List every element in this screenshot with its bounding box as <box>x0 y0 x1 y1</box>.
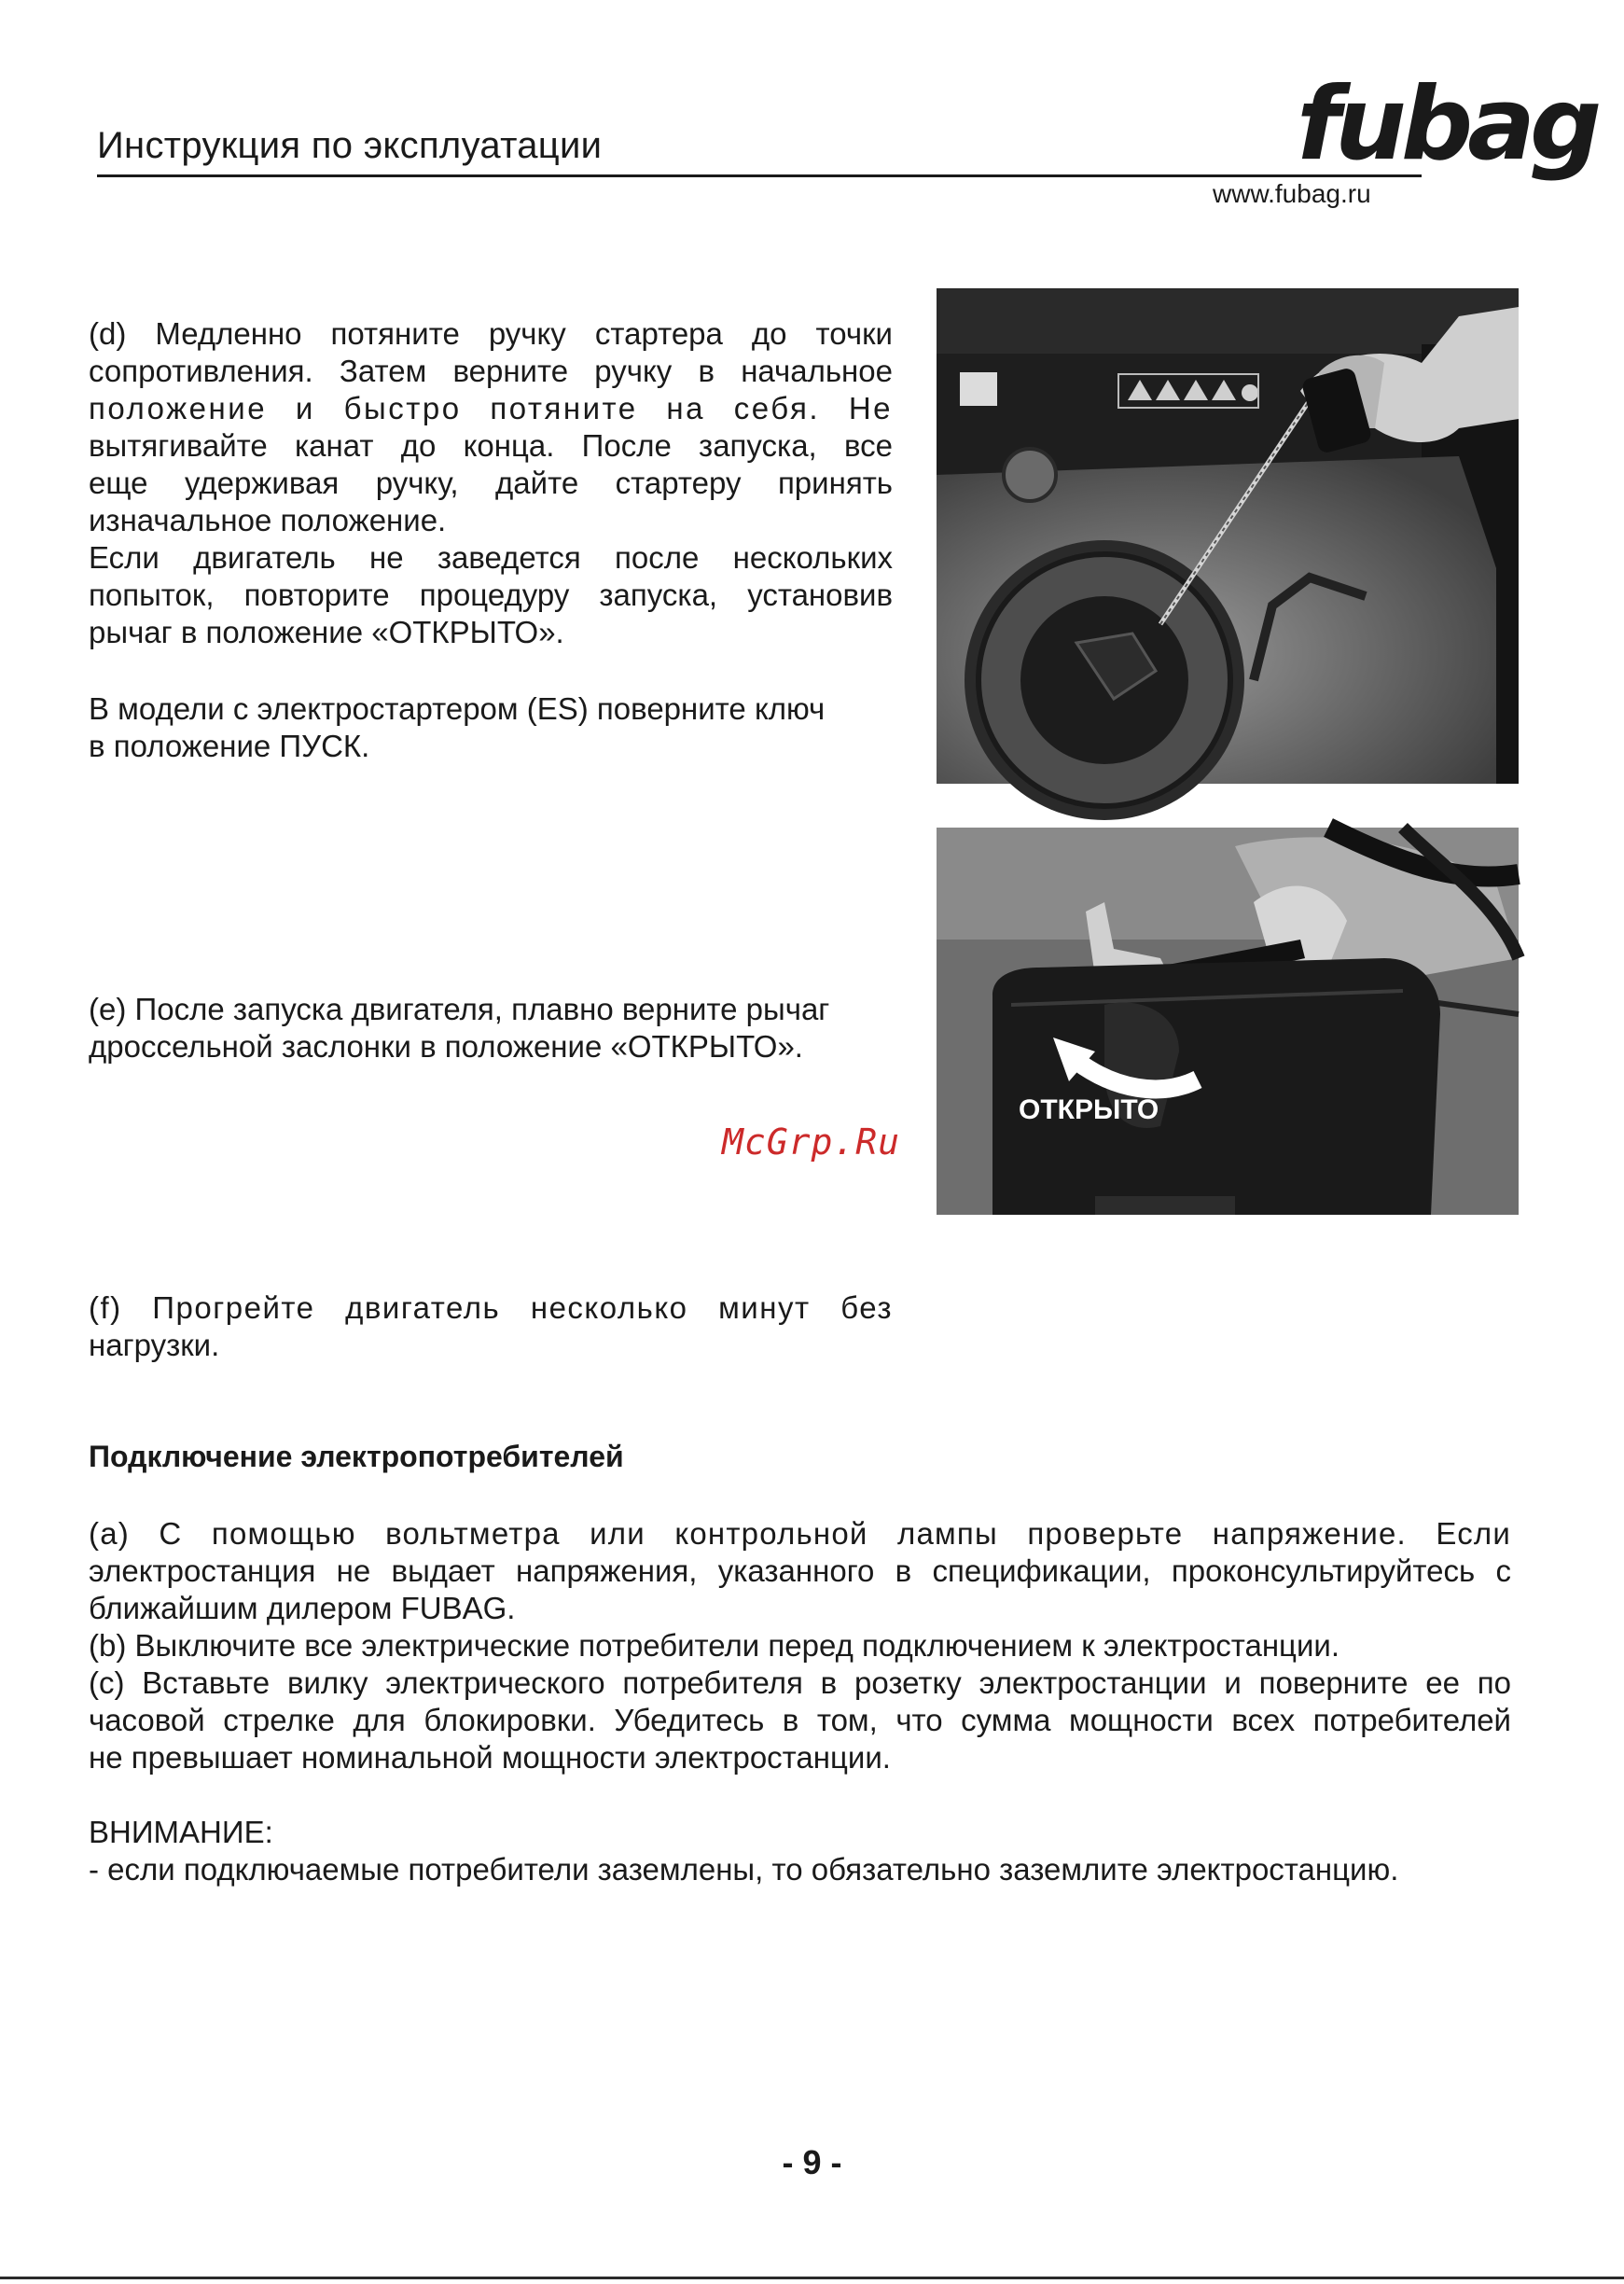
text-line: (f) Прогрейте двигатель несколько минут без <box>89 1290 893 1325</box>
section-heading: Подключение электропотребителей <box>89 1440 624 1473</box>
warning-title: ВНИМАНИЕ: <box>89 1815 273 1849</box>
step-f-paragraph <box>89 1289 893 1364</box>
text-line: нагрузки. <box>89 1328 220 1362</box>
page-number: - 9 - <box>782 2143 842 2181</box>
text-line: (d) Медленно потяните ручку стартера до точки <box>89 316 893 351</box>
text-line: (c) Вставьте вилку электрического потребителя в розетку электростанции и поверните ее по <box>89 1665 1511 1700</box>
website-url: www.fubag.ru <box>1213 179 1371 208</box>
text-line: электростанция не выдает напряжения, указанного в спецификации, проконсультируйтесь с <box>89 1553 1511 1588</box>
warning-block <box>89 1814 1511 1888</box>
svg-text:fubag: fubag <box>1297 66 1597 183</box>
document-title: Инструкция по эксплуатации <box>97 125 603 166</box>
text-line: в положение ПУСК. <box>89 729 370 763</box>
text-line: (e) После запуска двигателя, плавно верните рычаг <box>89 992 830 1026</box>
text-line: не превышает номинальной мощности электростанции. <box>89 1740 891 1775</box>
text-line: изначальное положение. <box>89 503 447 537</box>
choke-lever-photo <box>937 828 1519 1215</box>
text-line: (b) Выключите все электрические потребители перед подключением к электростанции. <box>89 1628 1339 1663</box>
text-line: часовой стрелке для блокировки. Убедитесь в том, что сумма мощности всех потребителей <box>89 1703 1511 1737</box>
text-line: еще удерживая ручку, дайте стартеру принять <box>89 466 893 500</box>
section-body <box>89 1515 1511 1776</box>
watermark: McGrp.Ru <box>722 1121 901 1163</box>
text-line: вытягивайте канат до конца. После запуска, все <box>89 428 893 463</box>
warning-text: - если подключаемые потребители заземлены, то обязательно заземлите электростанцию. <box>89 1852 1399 1887</box>
text-line: попыток, повторите процедуру запуска, установив <box>89 578 893 612</box>
step-e-paragraph <box>89 991 893 1065</box>
open-label: ОТКРЫТО <box>1019 1094 1159 1125</box>
text-line: Если двигатель не заведется после нескольких <box>89 540 893 575</box>
text-line: рычаг в положение «ОТКРЫТО». <box>89 615 564 649</box>
fubag-logo <box>1293 65 1597 194</box>
page-bottom-border <box>0 2277 1624 2279</box>
electric-start-paragraph <box>89 690 893 765</box>
text-line: дроссельной заслонки в положение «ОТКРЫТО». <box>89 1029 803 1064</box>
step-d-paragraph <box>89 315 893 651</box>
text-line: положение и быстро потяните на себя. Не <box>89 391 893 425</box>
text-line: ближайшим дилером FUBAG. <box>89 1591 516 1625</box>
header-divider <box>97 174 1422 177</box>
starter-pull-photo <box>937 288 1519 784</box>
text-line: В модели с электростартером (ES) поверните ключ <box>89 691 826 726</box>
text-line: сопротивления. Затем верните ручку в начальное <box>89 354 893 388</box>
text-line: (a) С помощью вольтметра или контрольной лампы проверьте напряжение. Если <box>89 1516 1511 1551</box>
